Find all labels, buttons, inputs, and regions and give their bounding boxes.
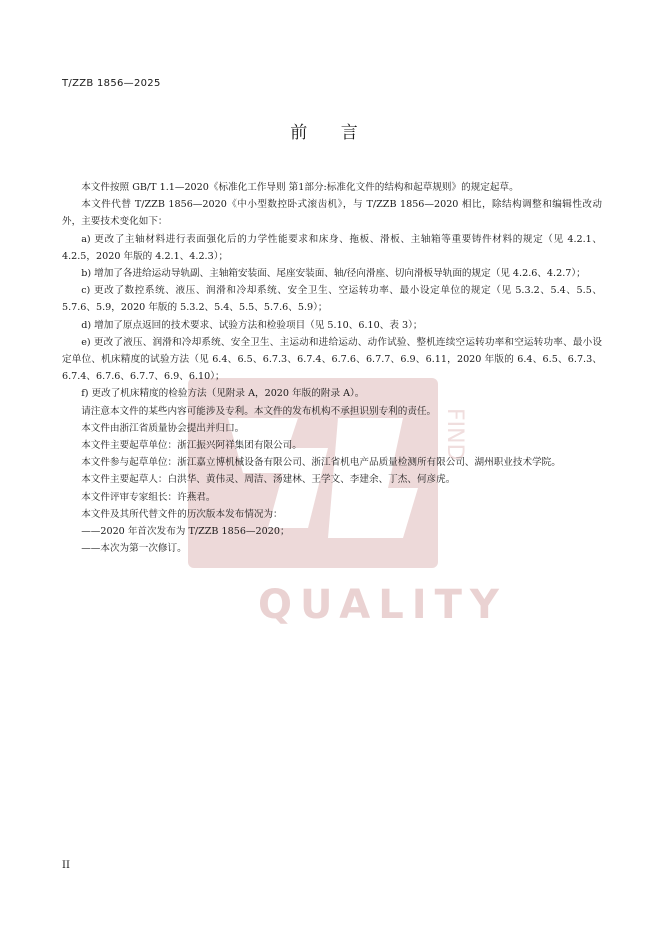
- list-item: f) 更改了机床精度的检验方法（见附录 A，2020 年版的附录 A）。: [81, 388, 365, 400]
- list-item: d) 增加了原点返回的技术要求、试验方法和检验项目（见 5.10、6.10、表 3）；: [81, 319, 423, 331]
- paragraph: 本文件主要起草单位：浙江振兴阿祥集团有限公司。: [81, 440, 302, 452]
- watermark-side-text: FIND: [442, 408, 467, 461]
- page-number: II: [62, 860, 70, 871]
- paragraph: 本文件主要起草人：白洪华、黄伟灵、周洁、汤建林、王学文、李建余、丁杰、何彦虎。: [81, 474, 456, 486]
- paragraph: 请注意本文件的某些内容可能涉及专利。本文件的发布机构不承担识别专利的责任。: [81, 405, 437, 417]
- list-item: e) 更改了液压、润滑和冷却系统、安全卫生、主运动和进给运动、动作试验、整机连续空运转功率和空运转功率、最小设定单位、机床精度的试验方法（见 6.4、6.5、6.7.3、6.7.4、6.7.6、6.7.7、6.9、6.11，2020 年版的 6.4、6.5、6.7.3、6.7.4、6.7.6、6.7.7、6.9、6.10）；: [62, 336, 602, 383]
- paragraph: 本文件评审专家组长：许燕君。: [81, 491, 216, 503]
- paragraph: 本文件及其所代替文件的历次版本发布情况为：: [81, 508, 283, 520]
- paragraph: 本文件参与起草单位：浙江嘉立博机械设备有限公司、浙江省机电产品质量检测所有限公司、湖州职业技术学院。: [81, 457, 561, 469]
- paragraph: 本文件代替 T/ZZB 1856—2020《中小型数控卧式滚齿机》，与 T/ZZB 1856—2020 相比，除结构调整和编辑性改动外，主要技术变化如下：: [62, 199, 602, 228]
- paragraph: 本文件由浙江省质量协会提出并归口。: [81, 422, 245, 434]
- list-item: a) 更改了主轴材料进行表面强化后的力学性能要求和床身、拖板、滑板、主轴箱等重要铸件材料的规定（见 4.2.1、4.2.5，2020 年版的 4.2.1、4.2.3）；: [62, 233, 602, 262]
- list-item: b) 增加了各进给运动导轨副、主轴箱安装面、尾座安装面、轴/径向滑座、切向滑板导轨面的规定（见 4.2.6、4.2.7）；: [81, 268, 586, 280]
- watermark-text: QUALITY: [258, 582, 507, 628]
- page-title: 前 言: [290, 123, 372, 143]
- foreword-body: [62, 179, 602, 557]
- document-code: T/ZZB 1856—2025: [62, 78, 161, 89]
- list-item: ——本次为第一次修订。: [81, 543, 187, 555]
- list-item: c) 更改了数控系统、液压、润滑和冷却系统、安全卫生、空运转功率、最小设定单位的规定（见 5.3.2、5.4、5.5、5.7.6、5.9，2020 年版的 5.3.2、5.4、5.5、5.7.6、5.9）；: [62, 285, 602, 314]
- paragraph: 本文件按照 GB/T 1.1—2020《标准化工作导则 第1部分:标准化文件的结构和起草规则》的规定起草。: [81, 182, 519, 193]
- list-item: ——2020 年首次发布为 T/ZZB 1856—2020；: [81, 526, 290, 538]
